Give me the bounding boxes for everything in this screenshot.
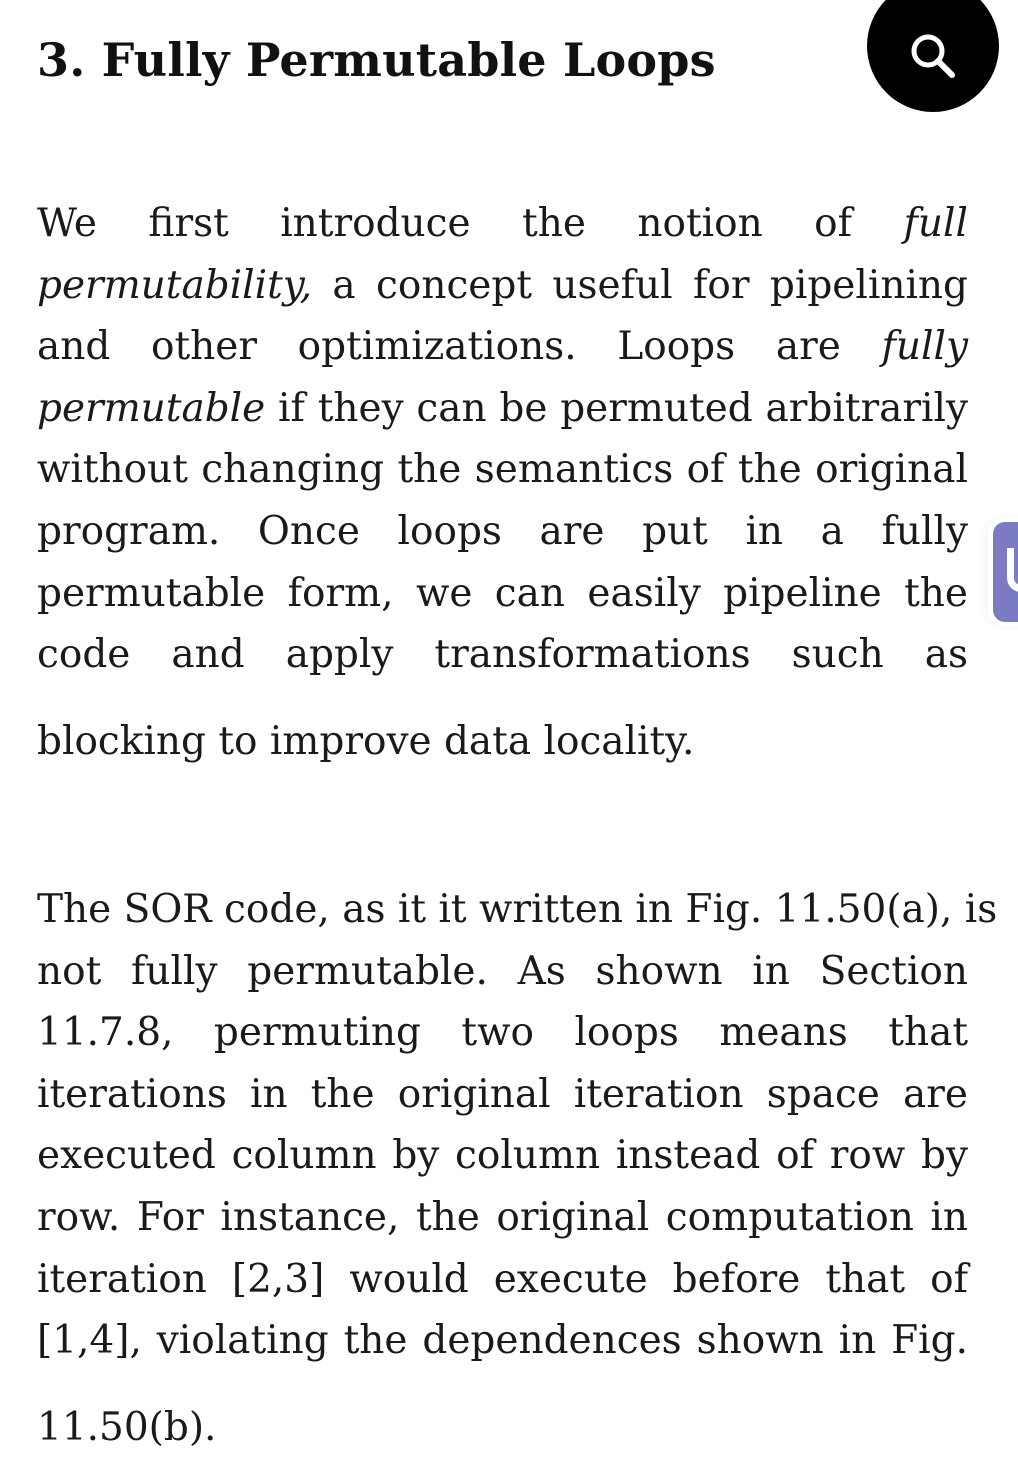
side-tab-button[interactable] — [993, 522, 1018, 622]
side-tab-icon — [1007, 548, 1018, 592]
paragraph-line: and other optimizations. Loops are fully — [37, 324, 968, 370]
paragraph-line: code and apply transformations such as — [37, 632, 968, 678]
section-title: 3. Fully Permutable Loops — [37, 33, 716, 87]
paragraph-line: We first introduce the notion of full — [37, 201, 968, 246]
paragraph-1 — [37, 193, 968, 772]
paragraph-2 — [37, 879, 998, 1458]
paragraph-line: program. Once loops are put in a fully — [37, 508, 968, 554]
paragraph-line: 11.7.8, permuting two loops means that — [37, 1010, 968, 1056]
paragraph-line: permutability, a concept useful for pipelining — [37, 262, 968, 308]
paragraph-line: 11.50(b). — [37, 1404, 217, 1450]
paragraph-line: blocking to improve data locality. — [37, 718, 695, 764]
paragraph-line: [1,4], violating the dependences shown in Fig. — [37, 1318, 968, 1364]
search-button[interactable] — [867, 0, 999, 112]
paragraph-line: The SOR code, as it it written in Fig. 11.50(a), is — [37, 887, 998, 932]
search-icon — [907, 30, 959, 82]
paragraph-line: without changing the semantics of the original — [37, 447, 968, 493]
paragraph-line: iteration [2,3] would execute before that of — [37, 1256, 968, 1302]
paragraph-line: row. For instance, the original computation in — [37, 1194, 968, 1240]
paragraph-line: permutable if they can be permuted arbitrarily — [37, 385, 968, 431]
paragraph-line: executed column by column instead of row by — [37, 1133, 968, 1179]
paragraph-line: iterations in the original iteration space are — [37, 1071, 968, 1117]
paragraph-line: not fully permutable. As shown in Section — [37, 948, 968, 994]
paragraph-line: permutable form, we can easily pipeline the — [37, 570, 968, 616]
